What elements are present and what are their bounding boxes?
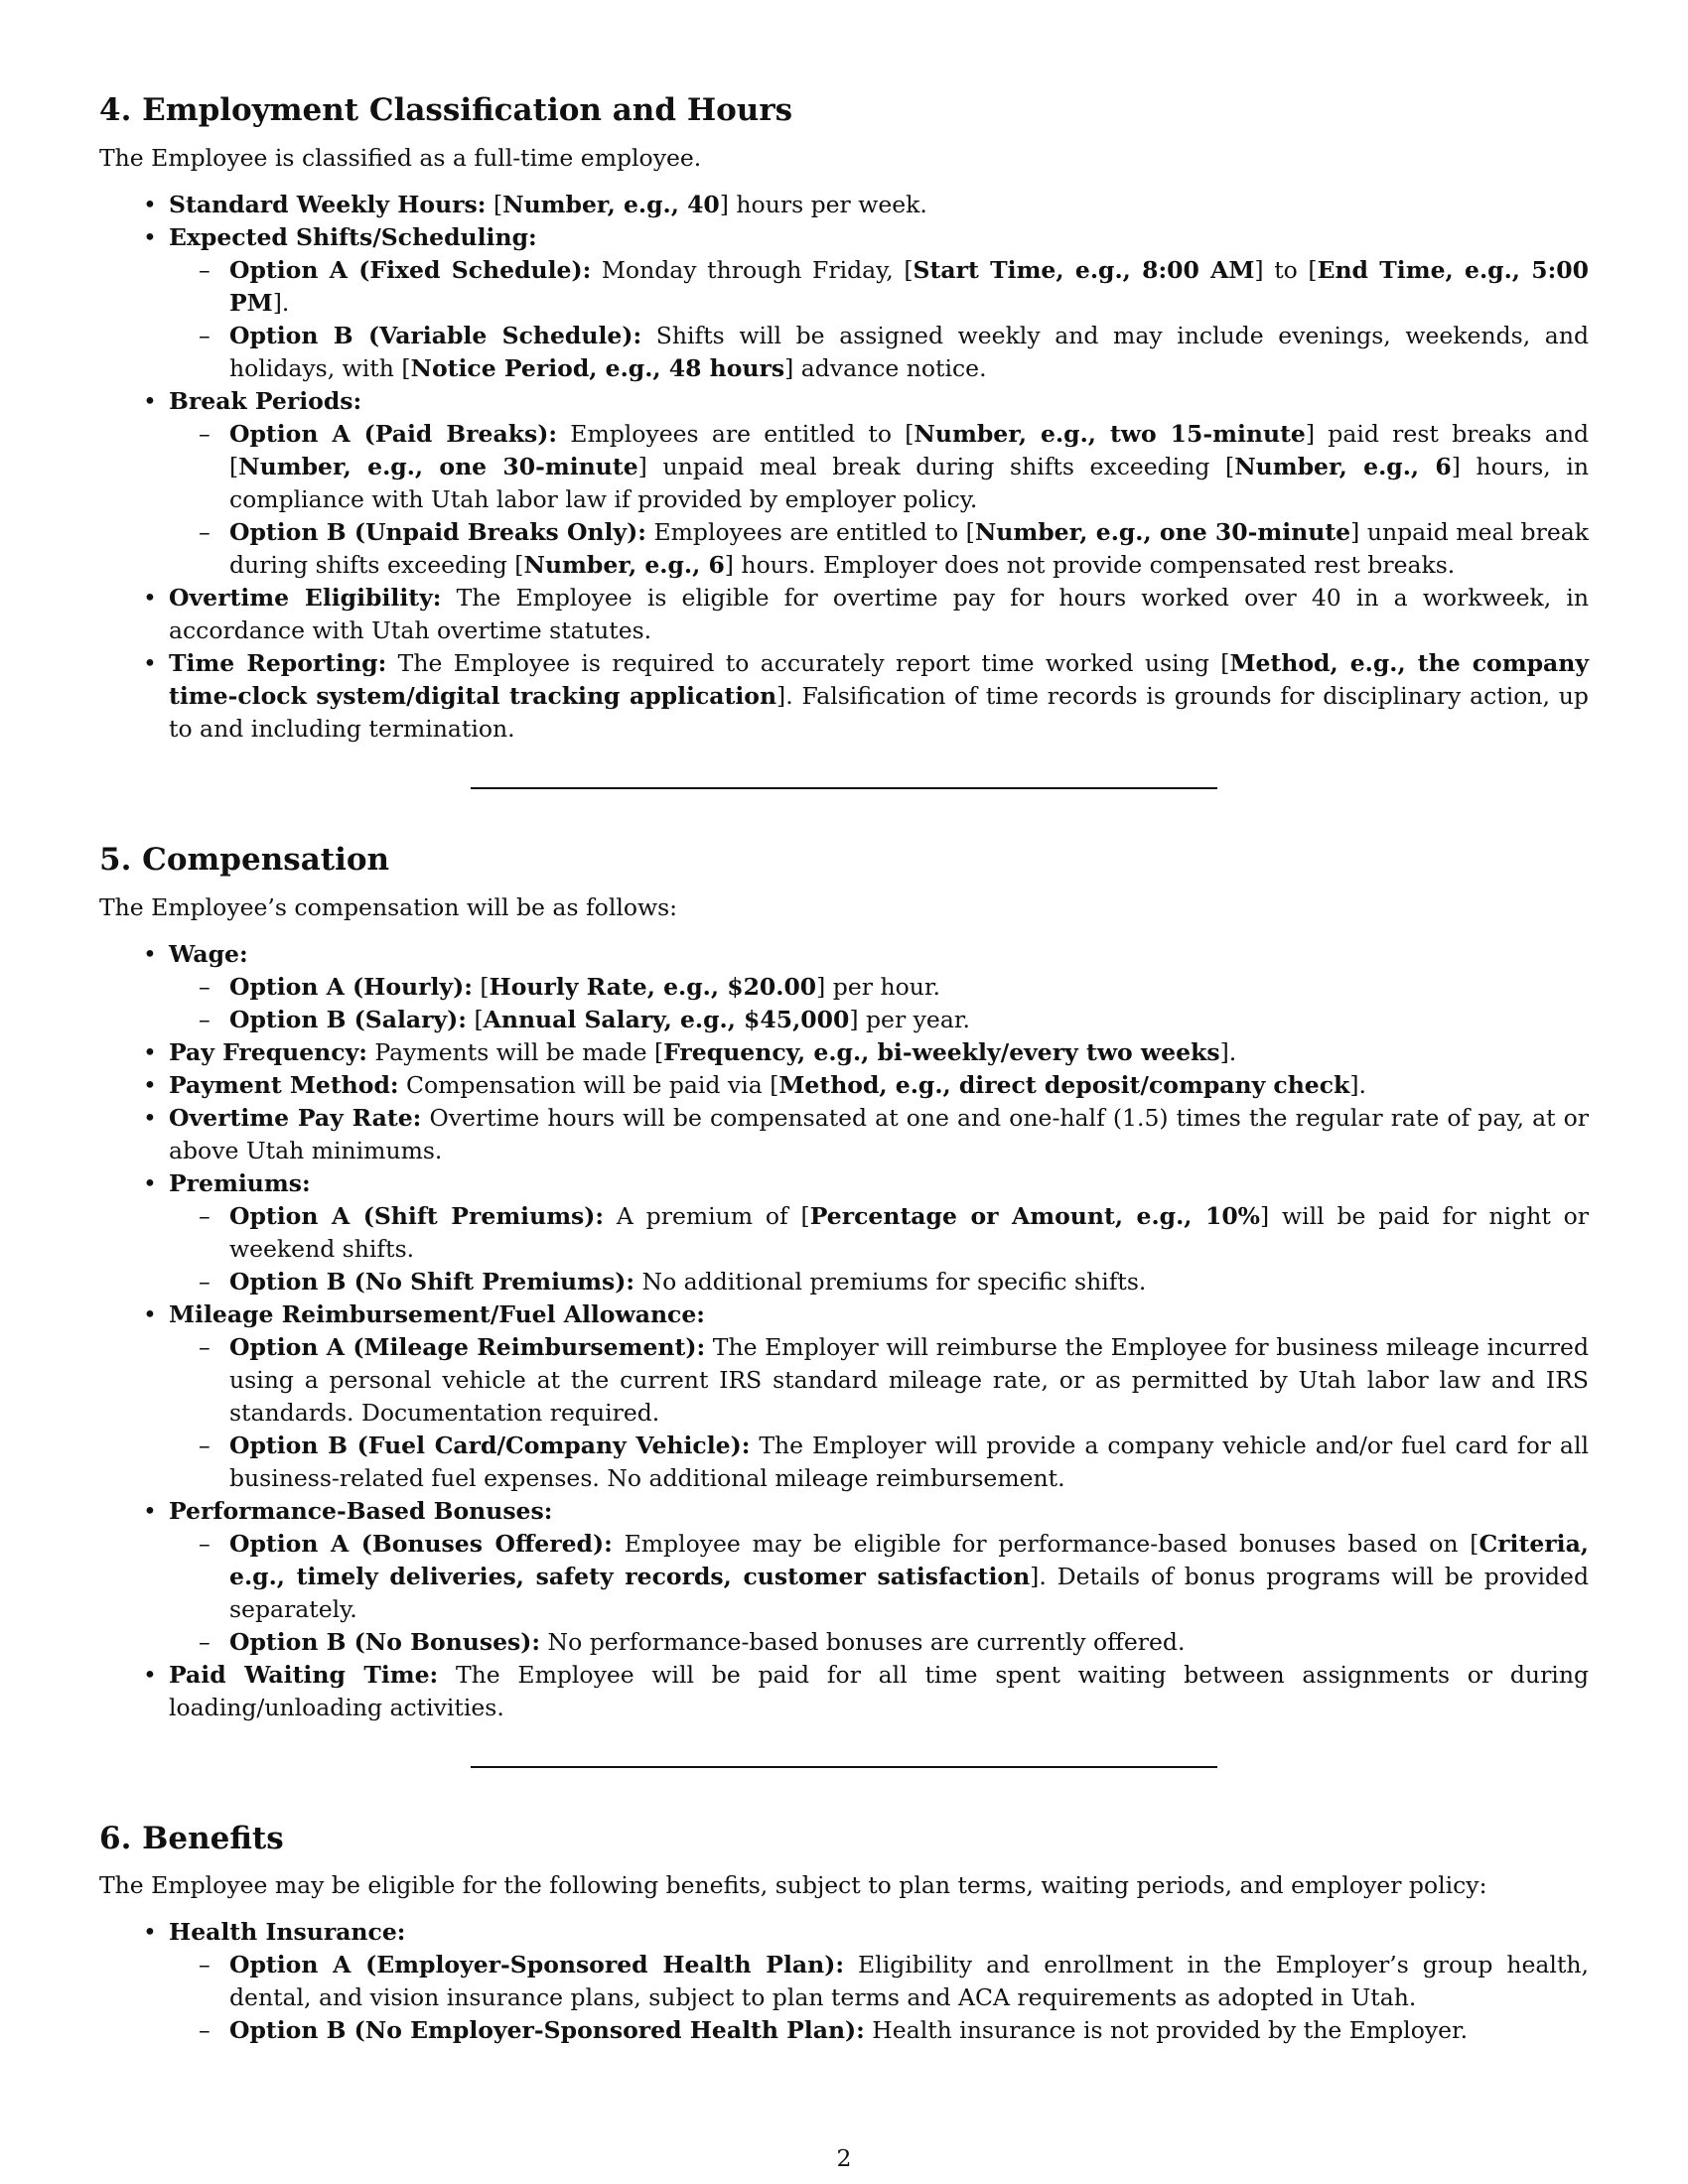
section-divider [471, 787, 1217, 789]
option-list [169, 418, 1589, 582]
option-variable-schedule: – Option B (Variable Schedule): Shifts will be assigned weekly and may include evenings, weekends, and holidays, with [Notice Period, e.g., 48 hours] advance notice. [169, 320, 1589, 385]
clause-shifts: • Expected Shifts/Scheduling: – Option A (Fixed Schedule): Monday through Friday, [Start Time, e.g., 8:00 AM] to [End Time, e.g., 5:00 PM]. – Option B (Variable Schedule): Shifts will be assigned weekly and may include evenings, weekends, and holidays, with [Notice Period, e.g., 48 hours] advance notice. [99, 221, 1589, 385]
clause-weekly-hours: • Standard Weekly Hours: [Number, e.g., 40] hours per week. [99, 189, 1589, 221]
option-list [169, 1200, 1589, 1298]
clause-health-insurance: • Health Insurance: – Option A (Employer-Sponsored Health Plan): Eligibility and enrollment in the Employer’s group health, dental, and vision insurance plans, subject to plan terms and ACA requirements as adopted in Utah. – Option B (No Employer-Sponsored Health Plan): Health insurance is not provided by the Employer. [99, 1916, 1589, 2047]
section-intro: The Employee may be eligible for the following benefits, subject to plan terms, waiting periods, and employer policy: [99, 1871, 1487, 1900]
option-bonuses-offered: – Option A (Bonuses Offered): Employee may be eligible for performance-based bonuses based on [Criteria, e.g., timely deliveries, safety records, customer satisfaction]. Details of bonus programs will be provided separately. [169, 1528, 1589, 1626]
option-shift-premiums: – Option A (Shift Premiums): A premium of [Percentage or Amount, e.g., 10%] will be paid for night or weekend shifts. [169, 1200, 1589, 1266]
clause-time-reporting: • Time Reporting: The Employee is required to accurately report time worked using [Method, e.g., the company time-clock system/digital tracking application]. Falsification of time records is grounds for disciplinary action, up to and including termination. [99, 647, 1589, 746]
clause-break-periods: • Break Periods: – Option A (Paid Breaks): Employees are entitled to [Number, e.g., two 15-minute] paid rest breaks and [Number, e.g., one 30-minute] unpaid meal break during shifts exceeding [Number, e.g., 6] hours, in compliance with Utah labor law if provided by employer policy. – Option B (Unpaid Breaks Only): Employees are entitled to [Number, e.g., one 30-minute] unpaid meal break during shifts exceeding [Number, e.g., 6] hours. Employer does not provide compensated rest breaks. [99, 385, 1589, 582]
clause-list [99, 189, 1589, 746]
section-heading: 6. Benefits [99, 1820, 284, 1856]
option-list [169, 1331, 1589, 1495]
option-list [169, 254, 1589, 385]
option-salary: – Option B (Salary): [Annual Salary, e.g., $45,000] per year. [169, 1004, 1589, 1036]
clause-paid-waiting-time: • Paid Waiting Time: The Employee will be paid for all time spent waiting between assignments or during loading/unloading activities. [99, 1659, 1589, 1724]
clause-list [99, 938, 1589, 1724]
option-employer-health-plan: – Option A (Employer-Sponsored Health Plan): Eligibility and enrollment in the Employer’s group health, dental, and vision insurance plans, subject to plan terms and ACA requirements as adopted in Utah. [169, 1949, 1589, 2014]
section-divider [471, 1766, 1217, 1768]
option-list [169, 971, 1589, 1036]
clause-bonuses: • Performance-Based Bonuses: – Option A (Bonuses Offered): Employee may be eligible for performance-based bonuses based on [Criteria, e.g., timely deliveries, safety records, customer satisfaction]. Details of bonus programs will be provided separately. – Option B (No Bonuses): No performance-based bonuses are currently offered. [99, 1495, 1589, 1659]
clause-overtime-pay-rate: • Overtime Pay Rate: Overtime hours will be compensated at one and one-half (1.5) times the regular rate of pay, at or above Utah minimums. [99, 1102, 1589, 1167]
clause-wage: • Wage: – Option A (Hourly): [Hourly Rate, e.g., $20.00] per hour. – Option B (Salary): [Annual Salary, e.g., $45,000] per year. [99, 938, 1589, 1036]
section-compensation [99, 841, 1589, 1724]
clause-overtime-eligibility: • Overtime Eligibility: The Employee is eligible for overtime pay for hours worked over 40 in a workweek, in accordance with Utah overtime statutes. [99, 582, 1589, 647]
clause-payment-method: • Payment Method: Compensation will be paid via [Method, e.g., direct deposit/company check]. [99, 1069, 1589, 1102]
section-benefits [99, 1820, 1589, 2048]
section-intro: The Employee’s compensation will be as follows: [99, 892, 678, 921]
section-heading: 5. Compensation [99, 841, 390, 878]
option-unpaid-breaks: – Option B (Unpaid Breaks Only): Employees are entitled to [Number, e.g., one 30-minute] unpaid meal break during shifts exceeding [Number, e.g., 6] hours. Employer does not provide compensated rest breaks. [169, 516, 1589, 582]
option-fixed-schedule: – Option A (Fixed Schedule): Monday through Friday, [Start Time, e.g., 8:00 AM] to [End Time, e.g., 5:00 PM]. [169, 254, 1589, 320]
option-no-bonuses: – Option B (No Bonuses): No performance-based bonuses are currently offered. [169, 1626, 1589, 1659]
option-mileage-reimbursement: – Option A (Mileage Reimbursement): The Employer will reimburse the Employee for business mileage incurred using a personal vehicle at the current IRS standard mileage rate, or as permitted by Utah labor law and IRS standards. Documentation required. [169, 1331, 1589, 1430]
option-hourly: – Option A (Hourly): [Hourly Rate, e.g., $20.00] per hour. [169, 971, 1589, 1004]
option-list [169, 1528, 1589, 1659]
option-fuel-card: – Option B (Fuel Card/Company Vehicle): The Employer will provide a company vehicle and/or fuel card for all business-related fuel expenses. No additional mileage reimbursement. [169, 1430, 1589, 1495]
clause-premiums: • Premiums: – Option A (Shift Premiums): A premium of [Percentage or Amount, e.g., 10%] will be paid for night or weekend shifts. – Option B (No Shift Premiums): No additional premiums for specific shifts. [99, 1167, 1589, 1298]
option-list [169, 1949, 1589, 2047]
clause-mileage: • Mileage Reimbursement/Fuel Allowance: – Option A (Mileage Reimbursement): The Employer will reimburse the Employee for business mileage incurred using a personal vehicle at the current IRS standard mileage rate, or as permitted by Utah labor law and IRS standards. Documentation required. – Option B (Fuel Card/Company Vehicle): The Employer will provide a company vehicle and/or fuel card for all business-related fuel expenses. No additional mileage reimbursement. [99, 1298, 1589, 1495]
option-paid-breaks: – Option A (Paid Breaks): Employees are entitled to [Number, e.g., two 15-minute] paid rest breaks and [Number, e.g., one 30-minute] unpaid meal break during shifts exceeding [Number, e.g., 6] hours, in compliance with Utah labor law if provided by employer policy. [169, 418, 1589, 516]
page-number: 2 [836, 2144, 852, 2172]
option-no-shift-premiums: – Option B (No Shift Premiums): No additional premiums for specific shifts. [169, 1266, 1589, 1298]
section-intro: The Employee is classified as a full-time employee. [99, 143, 702, 172]
option-no-health-plan: – Option B (No Employer-Sponsored Health Plan): Health insurance is not provided by the Employer. [169, 2014, 1589, 2047]
clause-pay-frequency: • Pay Frequency: Payments will be made [Frequency, e.g., bi-weekly/every two weeks]. [99, 1036, 1589, 1069]
section-employment-classification [99, 91, 1589, 746]
clause-list [99, 1916, 1589, 2047]
section-heading: 4. Employment Classification and Hours [99, 92, 793, 128]
